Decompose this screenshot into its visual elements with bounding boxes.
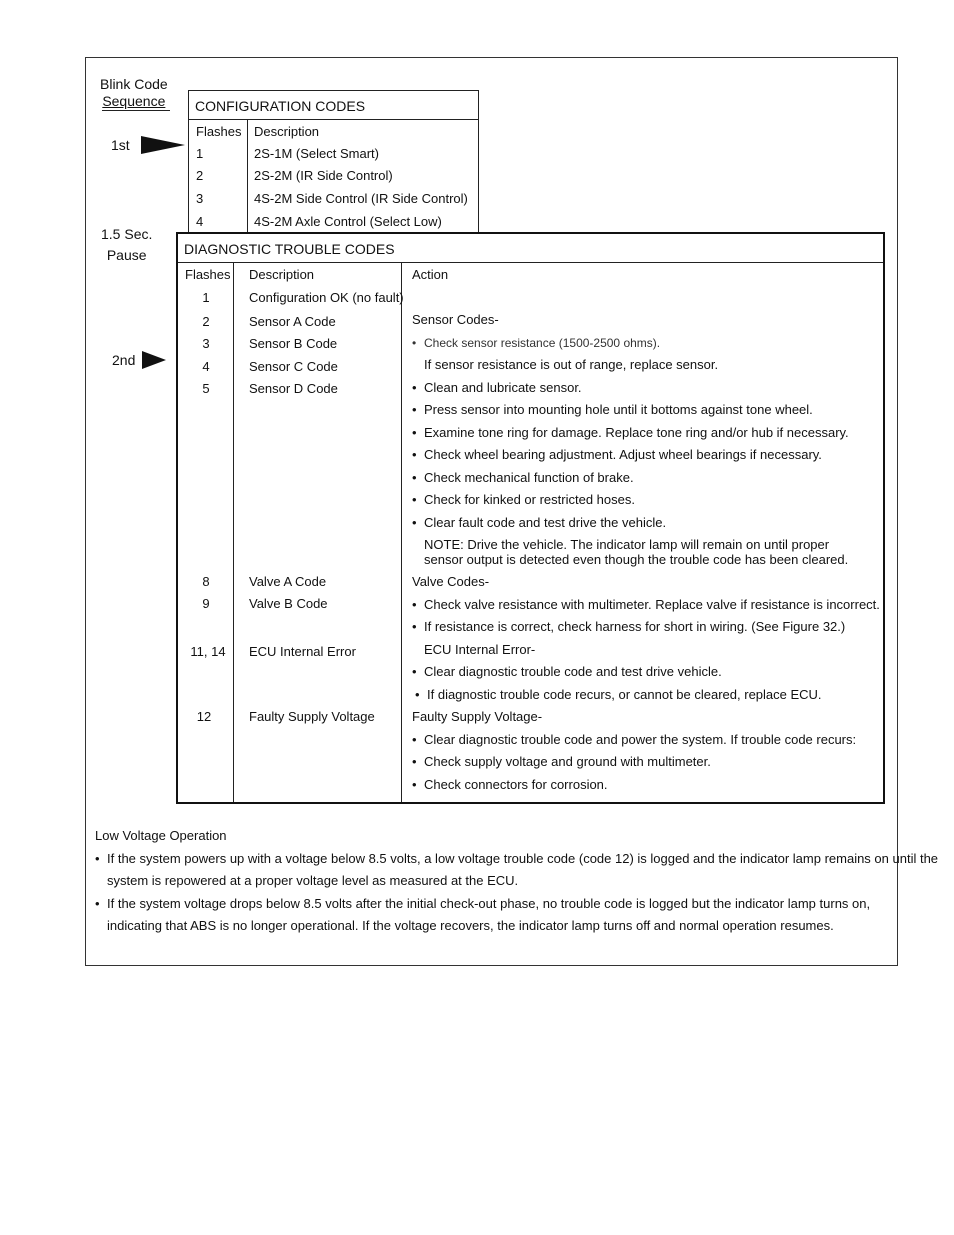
action-item: • If resistance is correct, check harness for short in wiring. (See Figure 32.) [424,619,845,634]
config-row-description: 4S-2M Axle Control (Select Low) [254,214,442,229]
pause-label [101,226,152,264]
blink-code-underline [102,110,170,111]
action-item: • Check supply voltage and ground with multimeter. [424,754,711,769]
dtc-column-divider-1 [233,262,234,802]
dtc-header-description: Description [249,267,315,282]
dtc-code-description: Sensor C Code [249,359,338,374]
action-item: • Check for kinked or restricted hoses. [424,492,635,507]
action-item: • Clean and lubricate sensor. [424,380,582,395]
config-row-description: 2S-1M (Select Smart) [254,146,379,161]
diagnostic-trouble-codes-table [176,232,885,804]
dtc-code-description: Sensor A Code [249,314,336,329]
dtc-code-flashes: 11, 14 [190,644,226,659]
action-item: • If diagnostic trouble code recurs, or cannot be cleared, replace ECU. [427,687,822,702]
dtc-header-flashes: Flashes [185,267,231,282]
config-row-flashes: 3 [196,191,204,206]
dtc-code-flashes: 8 [202,574,210,589]
dtc-code-flashes: 9 [202,596,210,611]
notes-line: system is repowered at a proper voltage level as measured at the ECU. [107,873,519,888]
action-item: • Clear fault code and test drive the vehicle. [424,515,666,530]
action-item: • Examine tone ring for damage. Replace tone ring and/or hub if necessary. [424,425,849,440]
dtc-code-description: Configuration OK (no fault) [249,290,404,305]
config-header-description: Description [254,124,320,139]
action-item: • Clear diagnostic trouble code and test drive vehicle. [424,664,722,679]
dtc-code-flashes: 2 [202,314,210,329]
action-heading: Sensor Codes- [412,312,499,327]
config-table-title: CONFIGURATION CODES [195,98,366,114]
dtc-code-flashes: 5 [202,381,210,396]
dtc-code-description: Faulty Supply Voltage [249,709,375,724]
action-item: • Press sensor into mounting hole until it bottoms against tone wheel. [424,402,813,417]
dtc-column-divider-2 [401,262,402,802]
notes-line: • If the system powers up with a voltage below 8.5 volts, a low voltage trouble code (code 12) is logged and the indicator lamp remains on until the [107,851,938,866]
action-heading: Valve Codes- [412,574,490,589]
action-item: • Check mechanical function of brake. [424,470,634,485]
config-header-divider [189,119,478,120]
action-heading: ECU Internal Error- [424,642,536,657]
config-header-flashes: Flashes [196,124,242,139]
dtc-table-title: DIAGNOSTIC TROUBLE CODES [184,241,395,257]
pause-line2: Pause [106,247,147,263]
dtc-code-flashes: 1 [202,290,210,305]
blink-code-line1: Blink Code [100,76,168,92]
config-column-divider [247,119,248,232]
config-row-flashes: 4 [196,214,204,229]
notes-line: • If the system voltage drops below 8.5 volts after the initial check-out phase, no trouble code is logged but the indicator lamp turns on, [107,896,870,911]
config-row-flashes: 1 [196,146,204,161]
dtc-code-flashes: 12 [196,709,212,724]
second-sequence-label: 2nd [112,352,136,368]
blink-code-line2: Sequence [102,93,166,109]
blink-code-label [100,76,168,110]
action-item: • Check sensor resistance (1500-2500 ohms). [424,336,660,350]
notes-heading: Low Voltage Operation [95,828,227,843]
dtc-code-description: Valve B Code [249,596,328,611]
config-row-description: 4S-2M Side Control (IR Side Control) [254,191,468,206]
action-item: • Check valve resistance with multimeter. Replace valve if resistance is incorrect. [424,597,880,612]
pause-line1: 1.5 Sec. [101,226,153,242]
action-note: NOTE: Drive the vehicle. The indicator lamp will remain on until proper [424,537,830,552]
action-item: • Check wheel bearing adjustment. Adjust wheel bearings if necessary. [424,447,822,462]
dtc-code-flashes: 3 [202,336,210,351]
action-item: If sensor resistance is out of range, replace sensor. [424,357,719,372]
notes-line: indicating that ABS is no longer operational. If the voltage recovers, the indicator lamp turns off and normal operation resumes. [107,918,834,933]
second-arrow-icon [142,351,166,369]
action-item: • Check connectors for corrosion. [424,777,608,792]
action-heading: Faulty Supply Voltage- [412,709,543,724]
dtc-code-flashes: 4 [202,359,210,374]
configuration-codes-table [188,90,479,232]
dtc-code-description: Sensor D Code [249,381,338,396]
config-row-flashes: 2 [196,168,204,183]
dtc-code-description: Valve A Code [249,574,327,589]
config-row-description: 2S-2M (IR Side Control) [254,168,393,183]
dtc-header-divider [178,262,883,263]
dtc-code-description: Sensor B Code [249,336,338,351]
dtc-code-description: ECU Internal Error [249,644,356,659]
action-note: sensor output is detected even though the trouble code has been cleared. [424,552,849,567]
first-arrow-icon [141,136,185,154]
dtc-header-action: Action [412,267,449,282]
action-item: • Clear diagnostic trouble code and power the system. If trouble code recurs: [424,732,856,747]
first-sequence-label: 1st [111,137,130,153]
